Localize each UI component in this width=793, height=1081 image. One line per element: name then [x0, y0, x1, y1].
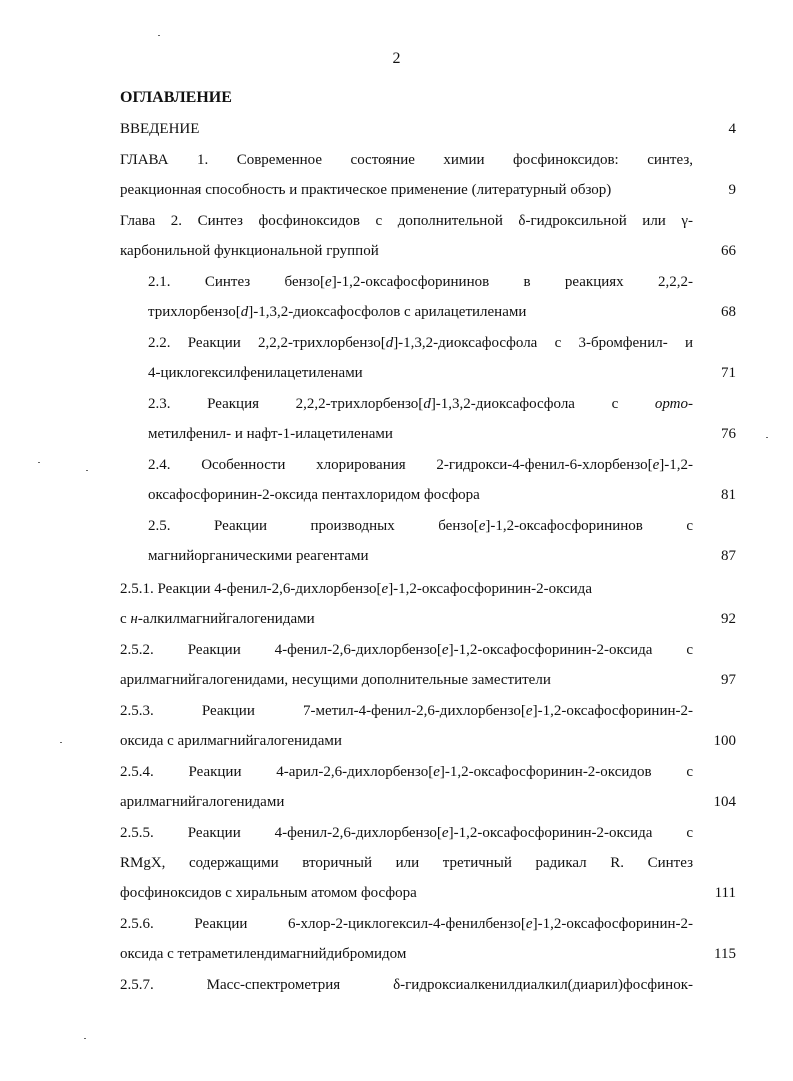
scan-speck [158, 35, 160, 36]
scan-speck [60, 742, 62, 743]
toc-page-number: 104 [713, 794, 736, 810]
toc-entry-line: 2.1. Синтез бензо[e]-1,2-оксафосфорининов в реакциях 2,2,2- [148, 274, 694, 290]
toc-page-number: 68 [721, 304, 736, 320]
toc-page-number: 76 [721, 426, 736, 442]
toc-page-number: 81 [721, 487, 736, 503]
toc-entry-line: Глава 2. Синтез фосфиноксидов с дополнительной δ-гидроксильной или γ- [120, 213, 693, 229]
toc-page-number: 97 [721, 672, 736, 688]
toc-entry-line: оксида с тетраметилендимагнийдибромидом [120, 946, 407, 962]
toc-entry-line: 2.2. Реакции 2,2,2-трихлорбензо[d]-1,3,2-диоксафосфола с 3-бромфенил- и [148, 335, 693, 351]
toc-page-number: 66 [721, 243, 736, 259]
toc-entry-line: 2.5.2. Реакции 4-фенил-2,6-дихлорбензо[e]-1,2-оксафосфоринин-2-оксида с [120, 642, 693, 658]
toc-page-number: 111 [714, 885, 736, 901]
toc-entry-line: оксида с арилмагнийгалогенидами [120, 733, 342, 749]
toc-entry-line: ГЛАВА 1. Современное состояние химии фосфиноксидов: синтез, [120, 152, 693, 168]
toc-entry-line: 2.5.7. Масс-спектрометрия δ-гидроксиалкенилдиалкил(диарил)фосфинок- [120, 977, 693, 993]
toc-entry-line: реакционная способность и практическое применение (литературный обзор) [120, 182, 612, 198]
toc-page-number: 4 [728, 121, 736, 137]
toc-entry-line: 2.4. Особенности хлорирования 2-гидрокси-4-фенил-6-хлорбензо[e]-1,2- [148, 457, 693, 473]
toc-entry-line: метилфенил- и нафт-1-илацетиленами [148, 426, 393, 442]
scan-speck [84, 1038, 86, 1039]
toc-entry-line: 4-циклогексилфенилацетиленами [148, 365, 363, 381]
toc-entry-line: RMgX, содержащими вторичный или третичный радикал R. Синтез [120, 855, 693, 871]
toc-page-number: 71 [721, 365, 736, 381]
toc-page-number: 100 [713, 733, 736, 749]
toc-page-number: 92 [721, 611, 736, 627]
scan-speck [766, 437, 768, 438]
toc-page-number: 87 [721, 548, 736, 564]
scan-speck [86, 470, 88, 471]
toc-entry-line: арилмагнийгалогенидами, несущими дополнительные заместители [120, 672, 551, 688]
toc-entry-line: трихлорбензо[d]-1,3,2-диоксафосфолов с арилацетиленами [148, 304, 527, 320]
toc-entry-line: 2.5.1. Реакции 4-фенил-2,6-дихлорбензо[e]-1,2-оксафосфоринин-2-оксида [120, 581, 592, 597]
toc-entry-line: карбонильной функциональной группой [120, 243, 379, 259]
toc-heading: ОГЛАВЛЕНИЕ [120, 89, 232, 106]
toc-entry-line: ВВЕДЕНИЕ [120, 121, 200, 137]
toc-entry-line: фосфиноксидов с хиральным атомом фосфора [120, 885, 417, 901]
toc-entry-line: 2.5.3. Реакции 7-метил-4-фенил-2,6-дихлорбензо[e]-1,2-оксафосфоринин-2- [120, 703, 693, 719]
toc-page-number: 115 [714, 946, 736, 962]
toc-entry-line: 2.5. Реакции производных бензо[e]-1,2-оксафосфорининов с [148, 518, 693, 534]
toc-page-number: 9 [728, 182, 736, 198]
toc-entry-line: 2.3. Реакция 2,2,2-трихлорбензо[d]-1,3,2-диоксафосфола с орто- [148, 396, 693, 412]
toc-entry-line: арилмагнийгалогенидами [120, 794, 285, 810]
scan-speck [38, 462, 40, 463]
toc-entry-line: 2.5.4. Реакции 4-арил-2,6-дихлорбензо[e]-1,2-оксафосфоринин-2-оксидов с [120, 764, 694, 780]
toc-entry-line: 2.5.6. Реакции 6-хлор-2-циклогексил-4-фенилбензо[e]-1,2-оксафосфоринин-2- [120, 916, 693, 932]
toc-entry-line: оксафосфоринин-2-оксида пентахлоридом фосфора [148, 487, 480, 503]
toc-entry-line: магнийорганическими реагентами [148, 548, 369, 564]
page-number: 2 [392, 50, 401, 67]
toc-entry-line: с н-алкилмагнийгалогенидами [120, 611, 315, 627]
toc-entry-line: 2.5.5. Реакции 4-фенил-2,6-дихлорбензо[e]-1,2-оксафосфоринин-2-оксида с [120, 825, 693, 841]
